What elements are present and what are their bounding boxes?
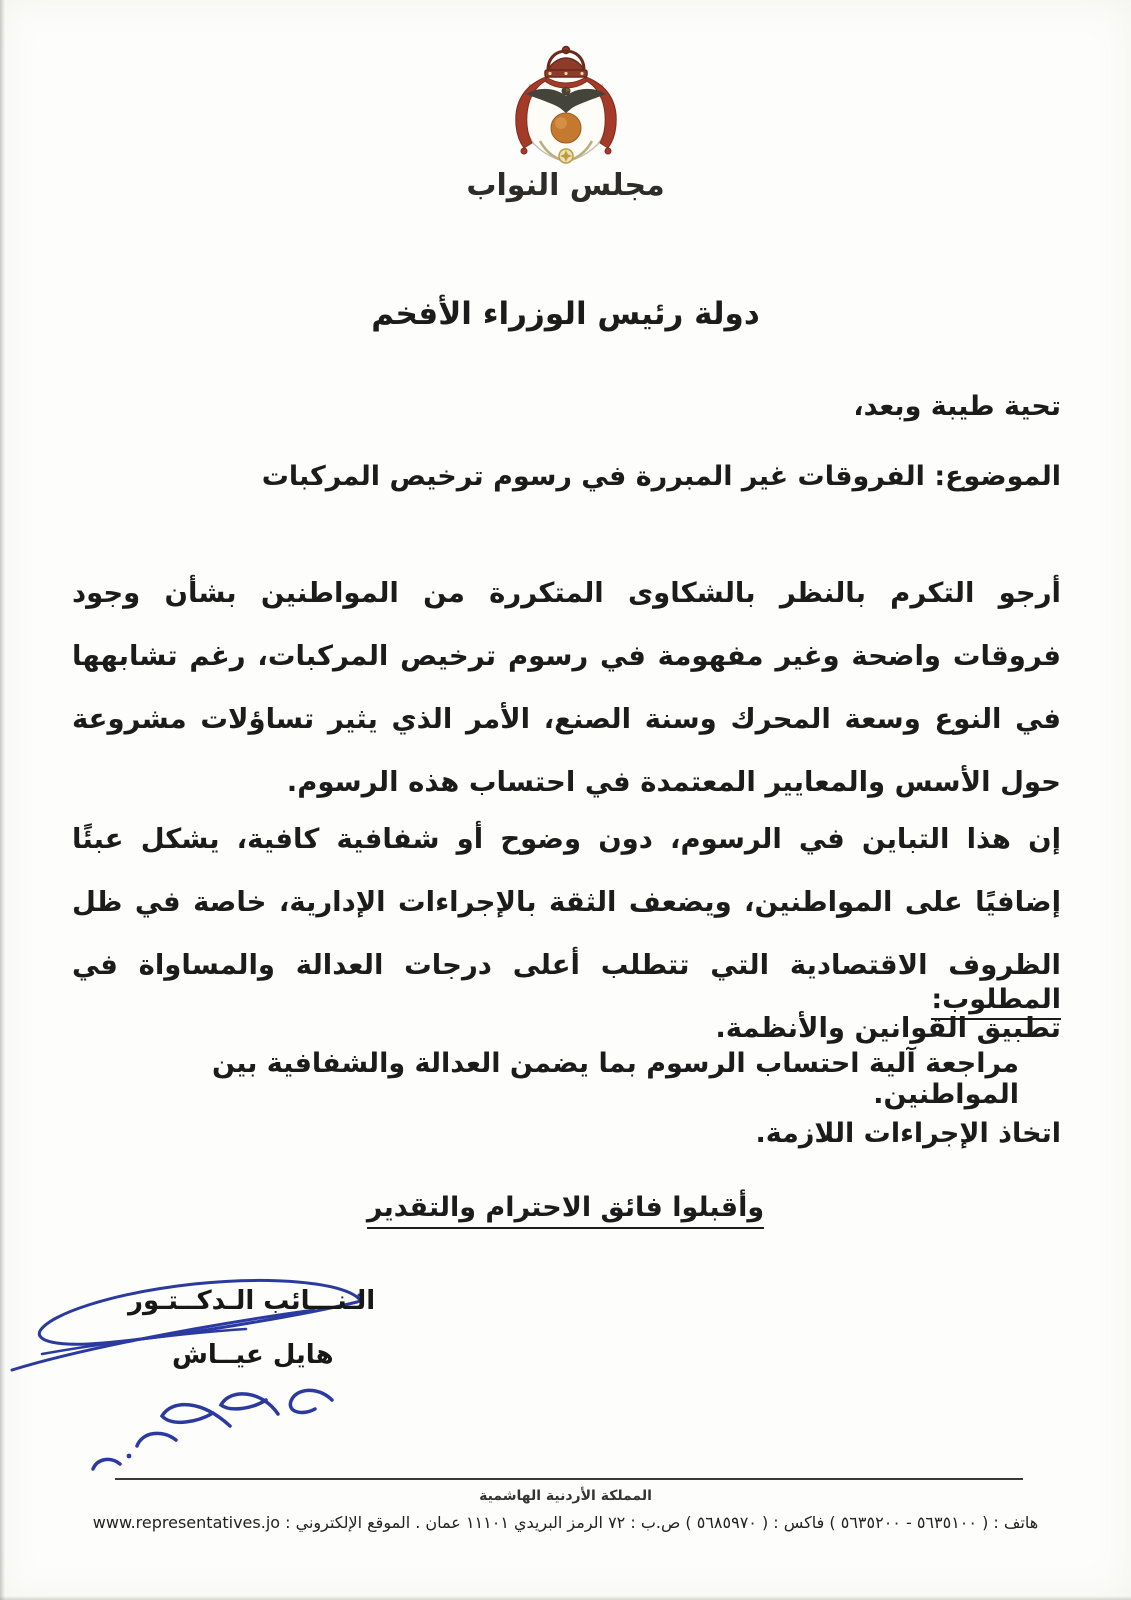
recipient-title: دولة رئيس الوزراء الأفخم <box>371 296 760 332</box>
body-paragraph-1: أرجو التكرم بالنظر بالشكاوى المتكررة من المواطنين بشأن وجود فروقات واضحة وغير مفهومة في رسوم ترخيص المركبات، رغم تشابهها في النوع وسعة المحرك وسنة الصنع، الأمر الذي يثير تساؤلات مشروعة حول الأسس والمعايير المعتمدة في احتساب هذه الرسوم. <box>72 576 1061 798</box>
kingdom-name-calligraphy: المملكة الأردنية الهاشمية <box>479 1488 652 1504</box>
closing-salutation-text: وأقبلوا فائق الاحترام والتقدير <box>367 1192 764 1229</box>
closing-salutation <box>0 1192 1131 1223</box>
greeting-line: تحية طيبة وبعد، <box>853 391 1061 422</box>
signatory-title: الـنـــائب الـدكــتـور <box>128 1286 376 1316</box>
signatory-name: هايل عيــاش <box>172 1340 334 1370</box>
body-paragraph-2: إن هذا التباين في الرسوم، دون وضوح أو شفافية كافية، يشكل عبئًا إضافيًا على المواطنين، ويضعف الثقة بالإجراءات الإدارية، خاصة في ظل الظروف الاقتصادية التي تتطلب أعلى درجات العدالة والمساواة في تطبيق القوانين والأنظمة. <box>72 822 1061 1044</box>
subject-line: الموضوع: الفروقات غير المبررة في رسوم ترخيص المركبات <box>261 461 1061 492</box>
footer-divider <box>115 1478 1023 1480</box>
request-item-2: اتخاذ الإجراءات اللازمة. <box>755 1118 1061 1149</box>
signature-block <box>0 1250 430 1480</box>
footer-contact-line: هاتف : ( ٥٦٣٥١٠٠ - ٥٦٣٥٢٠٠ ) فاكس : ( ٥٦٨٥٩٧٠ ) ص.ب : ٧٢ الرمز البريدي ١١١٠١ عمان . الموقع الإلكتروني : www.representatives.jo <box>92 1513 1039 1532</box>
request-item-1: مراجعة آلية احتساب الرسوم بما يضمن العدالة والشفافية بين المواطنين. <box>211 1048 1019 1110</box>
parliament-name-calligraphy: مجلس النواب <box>466 168 665 203</box>
request-heading <box>931 984 1061 1015</box>
jordan-coat-of-arms-icon <box>500 44 632 170</box>
signature-scribble <box>80 1372 342 1472</box>
request-heading-text: المطلوب: <box>931 984 1061 1020</box>
